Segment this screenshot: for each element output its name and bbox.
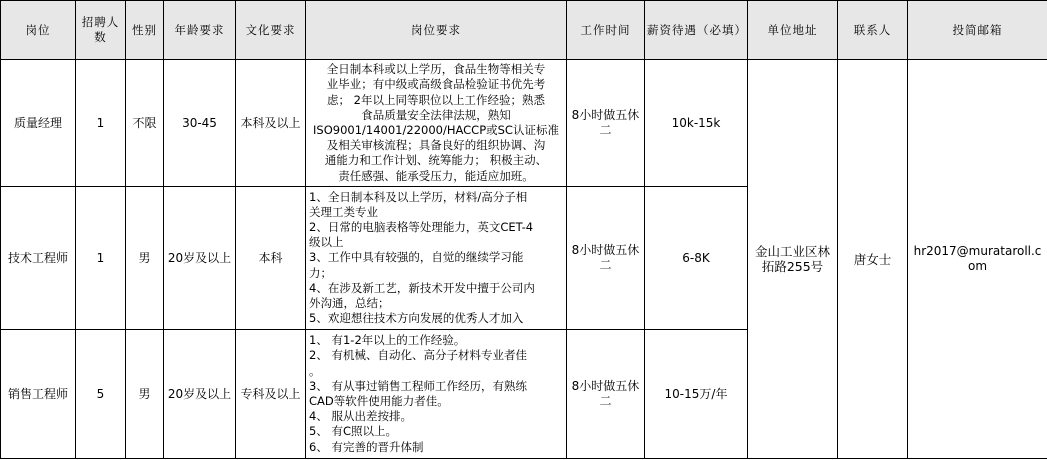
education-cell: 本科 (236, 187, 306, 330)
requirement-line: 6、 有完善的晋升体制 (309, 439, 424, 454)
header-address: 单位地址 (748, 1, 838, 60)
requirements-cell (306, 330, 567, 459)
hours-cell: 8小时做五休二 (567, 60, 645, 187)
email-cell: hr2017@murataroll.com (908, 60, 1047, 459)
salary-cell: 10-15万/年 (645, 330, 748, 459)
header-contact: 联系人 (838, 1, 908, 60)
requirement-line: 3、工作中具有较强的，自觉的继续学习能 (309, 250, 524, 265)
requirement-line: CAD等软件使用能力者佳。 (309, 394, 449, 408)
table-row (1, 60, 1047, 187)
requirement-line: 5、 有C照以上。 (309, 424, 398, 439)
requirement-line: 2、日常的电脑表格等处理能力，英文CET-4 (309, 219, 534, 234)
requirement-line: 关理工类专业 (309, 204, 378, 219)
requirement-line: 通能力和工作计划、统筹能力； 积极主动、 (324, 153, 548, 168)
requirement-line: 4、 服从出差按排。 (309, 409, 412, 424)
header-count: 招聘人数 (76, 1, 126, 60)
requirement-line: ISO9001/14001/22000/HACCP或SC认证标准 (313, 123, 559, 137)
requirement-line: 食品质量安全法律法规，熟知 (361, 107, 511, 122)
requirement-line: 力； (309, 265, 332, 280)
requirement-line: 外沟通，总结； (309, 296, 390, 310)
count-cell: 1 (76, 187, 126, 330)
education-cell: 专科及以上 (236, 330, 306, 459)
header-hours: 工作时间 (567, 1, 645, 60)
salary-cell: 10k-15k (645, 60, 748, 187)
contact-cell: 唐女士 (838, 60, 908, 459)
requirement-line: 。 (309, 363, 321, 378)
requirement-line: 2、 有机械、自动化、高分子材料专业者佳 (309, 348, 527, 363)
count-cell: 1 (76, 60, 126, 187)
count-cell: 5 (76, 330, 126, 459)
header-salary: 薪资待遇（必填） (645, 1, 748, 60)
address-cell: 金山工业区林拓路255号 (748, 60, 838, 459)
age-cell: 30-45 (164, 60, 236, 187)
gender-cell: 男 (126, 330, 164, 459)
header-education: 文化要求 (236, 1, 306, 60)
position-cell: 技术工程师 (1, 187, 76, 330)
header-row (1, 1, 1047, 60)
requirement-line: 1、全日制本科及以上学历，材料/高分子相 (309, 189, 528, 204)
salary-cell: 6-8K (645, 187, 748, 330)
requirement-line: 虑； 2年以上同等职位以上工作经验；熟悉 (327, 92, 545, 107)
gender-cell: 不限 (126, 60, 164, 187)
header-requirements: 岗位要求 (306, 1, 567, 60)
gender-cell: 男 (126, 187, 164, 330)
position-cell: 质量经理 (1, 60, 76, 187)
requirement-line: 责任感强、能承受压力，能适应加班。 (338, 168, 534, 183)
header-email: 投简邮箱 (908, 1, 1047, 60)
requirement-line: 及相关审核流程；具备良好的组织协调、沟 (326, 138, 546, 153)
requirement-line: 1、 有1-2年以上的工作经验。 (309, 333, 466, 348)
position-cell: 销售工程师 (1, 330, 76, 459)
requirement-line: 4、在涉及新工艺，新技术开发中擅于公司内 (309, 280, 535, 295)
requirement-line: 业毕业；有中级或高级食品检验证书优先考 (326, 77, 546, 92)
hours-cell: 8小时做五休二 (567, 330, 645, 459)
header-age: 年龄要求 (164, 1, 236, 60)
header-gender: 性别 (126, 1, 164, 60)
requirement-line: 级以上 (309, 235, 344, 250)
requirement-line: 全日制本科或以上学历，食品生物等相关专 (326, 62, 546, 77)
requirements-cell (306, 60, 567, 187)
age-cell: 20岁及以上 (164, 330, 236, 459)
education-cell: 本科及以上 (236, 60, 306, 187)
age-cell: 20岁及以上 (164, 187, 236, 330)
hours-cell: 8小时做五休二 (567, 187, 645, 330)
header-position: 岗位 (1, 1, 76, 60)
requirement-line: 5、欢迎想往技术方向发展的优秀人才加入 (309, 311, 524, 326)
requirement-line: 3、 有从事过销售工程师工作经历，有熟练 (309, 378, 527, 393)
requirements-cell (306, 187, 567, 330)
